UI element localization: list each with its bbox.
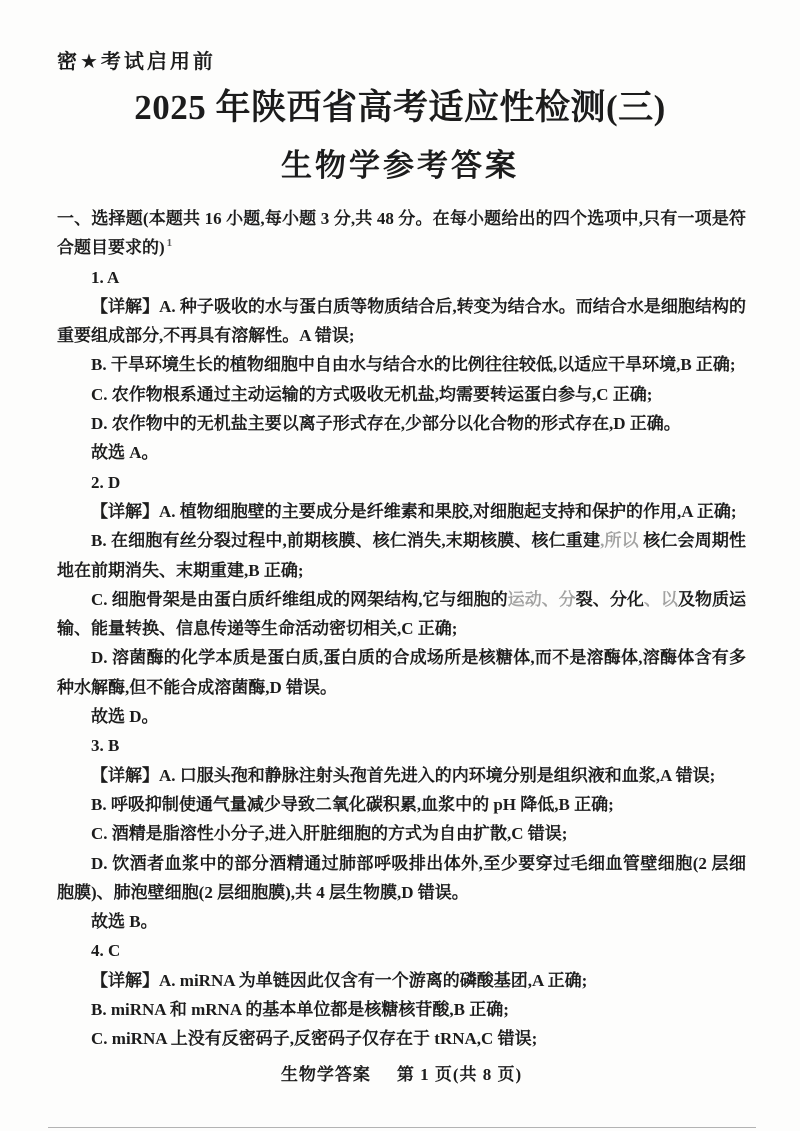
text-segment: 及物质运输、能量转换、信息传递等生命活动密切相关,C 正确; (57, 589, 747, 639)
answer-content (57, 204, 746, 1089)
option-paragraph (57, 409, 746, 438)
text-segment: 运动、分 (507, 589, 576, 609)
option-paragraph (57, 350, 746, 379)
paragraph-text: A. 种子吸收的水与蛋白质等物质结合后,转变为结合水。而结合水是细胞结构的重要组成部分,不再具有溶解性。A 错误; (57, 296, 747, 346)
paragraph-text: D. 农作物中的无机盐主要以离子形式存在,少部分以化合物的形式存在,D 正确。 (91, 414, 681, 434)
security-label: 密★考试启用前 (57, 51, 216, 73)
text-segment: ,所以 (600, 531, 639, 551)
paragraph-text: D. 溶菌酶的化学本质是蛋白质,蛋白质的合成场所是核糖体,而不是溶酶体,溶酶体含有多种水解酶,但不能合成溶菌酶,D 错误。 (57, 648, 746, 697)
detail-label: 【详解】 (91, 765, 159, 785)
paragraph-text: C. miRNA 上没有反密码子,反密码子仅存在于 tRNA,C 错误; (91, 1029, 538, 1049)
option-paragraph (57, 819, 746, 848)
paragraph-text: B. 干旱环境生长的植物细胞中自由水与结合水的比例往往较低,以适应干旱环境,B 正确; (91, 355, 736, 375)
page-title: 2025 年陕西省高考适应性检测(三) (134, 88, 666, 127)
answer-paragraph (57, 468, 746, 497)
section-heading-instructions: (本题共 16 小题,每小题 3 分,共 48 分。在每小题给出的四个选项中,只有一项是符合题目要求的) (57, 209, 747, 258)
detail-paragraph (57, 966, 746, 995)
option-paragraph (57, 585, 746, 644)
page-subtitle: 生物学参考答案 (281, 148, 519, 183)
page-footer (57, 1060, 746, 1089)
paragraph-text: 故选 A。 (91, 443, 159, 463)
answer-paragraph (57, 731, 746, 760)
text-segment: 裂、分化 (575, 589, 644, 609)
paragraph-text: A. miRNA 为单链因此仅含有一个游离的磷酸基团,A 正确; (159, 970, 588, 990)
paragraph-text: B. 呼吸抑制使通气量减少导致二氧化碳积累,血浆中的 pH 降低,B 正确; (91, 794, 614, 814)
paragraph-text: 3. B (91, 736, 120, 756)
paragraph-text: A. 植物细胞壁的主要成分是纤维素和果胶,对细胞起支持和保护的作用,A 正确; (159, 501, 737, 521)
text-segment: C. 细胞骨架是由蛋白质纤维组成的网架结构,它与细胞的 (91, 589, 508, 609)
text-segment: 核仁会周期性地在前期消失、末期重建,B 正确; (57, 531, 747, 580)
footer-doc-label: 生物学答案 (280, 1064, 371, 1084)
paragraph-text: 2. D (91, 472, 121, 492)
detail-paragraph (57, 497, 746, 526)
option-paragraph (57, 643, 746, 702)
paragraph-text: 故选 D。 (91, 707, 159, 727)
detail-label: 【详解】 (91, 970, 159, 990)
text-segment: B. 在细胞有丝分裂过程中,前期核膜、核仁消失,末期核膜、核仁重建 (91, 531, 601, 551)
paragraph-text: 4. C (91, 941, 121, 961)
text-segment: 、以 (643, 589, 678, 609)
answer-paragraph (57, 263, 746, 292)
detail-paragraph (57, 292, 746, 351)
section-heading-prefix: 一、选择题 (57, 209, 143, 228)
option-paragraph (57, 1024, 746, 1053)
option-paragraph (57, 995, 746, 1024)
section-heading (57, 204, 746, 263)
paragraph-text: C. 农作物根系通过主动运输的方式吸收无机盐,均需要转运蛋白参与,C 正确; (91, 384, 653, 404)
paragraph-text: 1. A (91, 267, 120, 287)
paragraph-text: 故选 B。 (91, 912, 158, 932)
option-paragraph (57, 380, 746, 409)
option-paragraph (57, 849, 746, 908)
detail-label: 【详解】 (91, 501, 159, 521)
bottom-divider-line (48, 1127, 756, 1128)
choice-paragraph (57, 702, 746, 731)
paragraph-text: B. miRNA 和 mRNA 的基本单位都是核糖核苷酸,B 正确; (91, 1000, 509, 1020)
paragraph-text: A. 口服头孢和静脉注射头孢首先进入的内环境分别是组织液和血浆,A 错误; (159, 765, 716, 785)
detail-label: 【详解】 (91, 296, 160, 316)
detail-paragraph (57, 761, 746, 790)
stray-mark: 1 (166, 236, 173, 249)
option-paragraph (57, 790, 746, 819)
option-paragraph (57, 526, 746, 585)
choice-paragraph (57, 438, 746, 467)
paragraph-text: D. 饮酒者血浆中的部分酒精通过肺部呼吸排出体外,至少要穿过毛细血管壁细胞(2 层细胞膜)、肺泡壁细胞(2 层细胞膜),共 4 层生物膜,D 错误。 (57, 853, 746, 902)
paragraph-text: C. 酒精是脂溶性小分子,进入肝脏细胞的方式为自由扩散,C 错误; (91, 824, 568, 844)
choice-paragraph (57, 907, 746, 936)
footer-page-number: 第 1 页(共 8 页) (396, 1064, 523, 1084)
answer-paragraph (57, 936, 746, 965)
paragraph-list (57, 263, 746, 1054)
